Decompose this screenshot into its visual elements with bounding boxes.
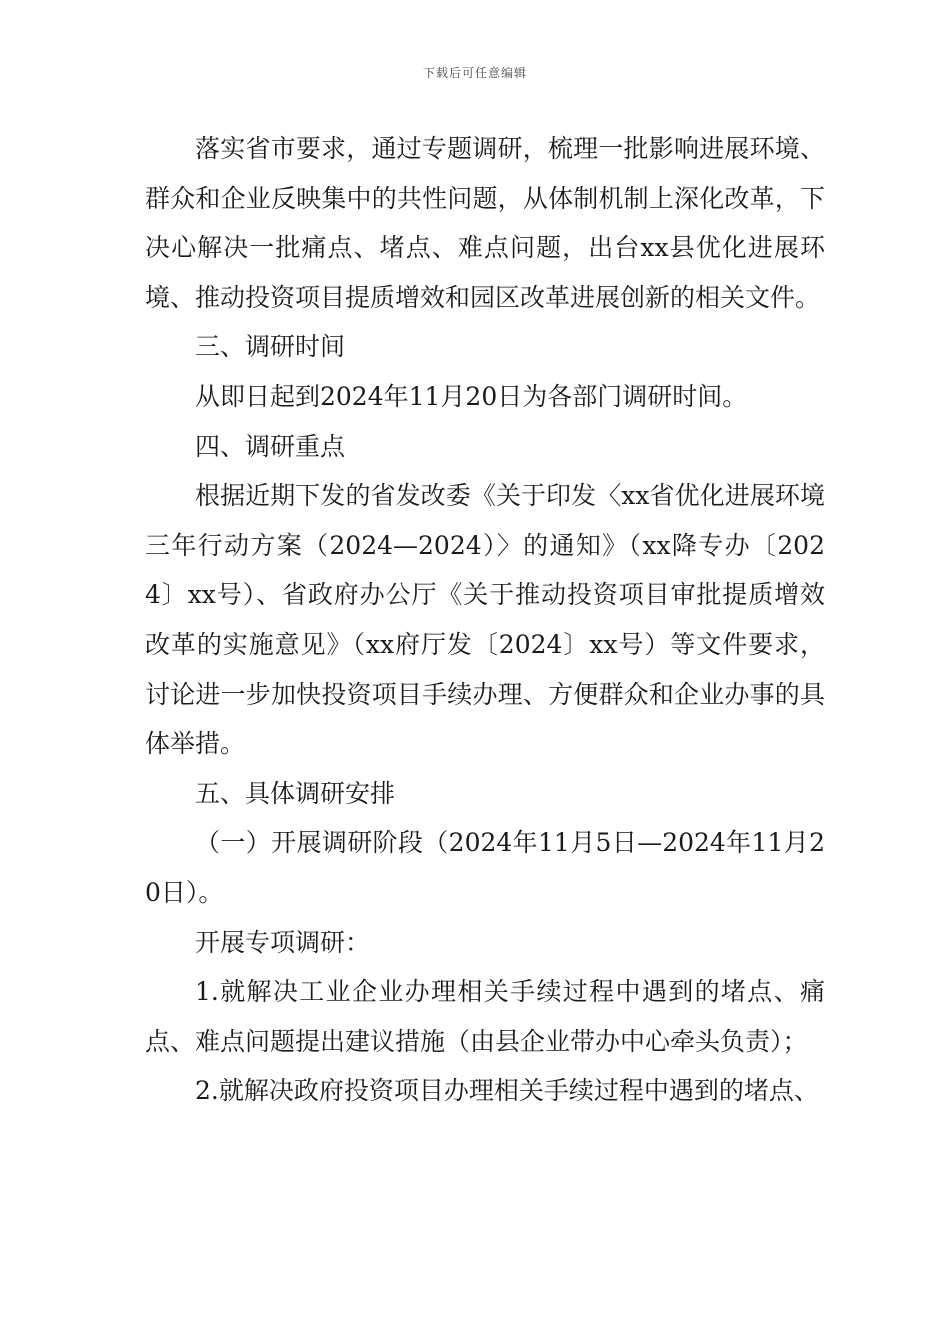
paragraph-intro: 落实省市要求，通过专题调研，梳理一批影响进展环境、群众和企业反映集中的共性问题，从体制机制上深化改革，下决心解决一批痛点、堵点、难点问题，出台xx县优化进展环境、推动投资项目提质增效和园区改革进展创新的相关文件。: [145, 134, 825, 312]
document-body: [145, 124, 825, 1116]
page-header: 下载后可任意编辑: [422, 66, 527, 80]
paragraph-phase-one: （一）开展调研阶段（2024年11月5日—2024年11月20日）。: [145, 828, 825, 907]
list-item-1: 1.就解决工业企业办理相关手续过程中遇到的堵点、痛点、难点问题提出建议措施（由县企业带办中心牵头负责）；: [145, 977, 825, 1056]
heading-arrangement: 五、具体调研安排: [195, 778, 396, 808]
paragraph-special-research: 开展专项调研：: [195, 927, 371, 957]
list-item-2: 2.就解决政府投资项目办理相关手续过程中遇到的堵点、: [195, 1076, 819, 1106]
heading-research-time: 三、调研时间: [195, 332, 346, 362]
heading-research-focus: 四、调研重点: [195, 431, 346, 461]
paragraph-research-time: 从即日起到2024年11月20日为各部门调研时间。: [195, 381, 748, 411]
paragraph-research-focus: 根据近期下发的省发改委《关于印发〈xx省优化进展环境三年行动方案（2024—2024）〉的通知》（xx降专办〔2024〕xx号）、省政府办公厅《关于推动投资项目审批提质增效改革的实施意见》（xx府厅发〔2024〕xx号）等文件要求，讨论进一步加快投资项目手续办理、方便群众和企业办事的具体举措。: [145, 481, 825, 759]
